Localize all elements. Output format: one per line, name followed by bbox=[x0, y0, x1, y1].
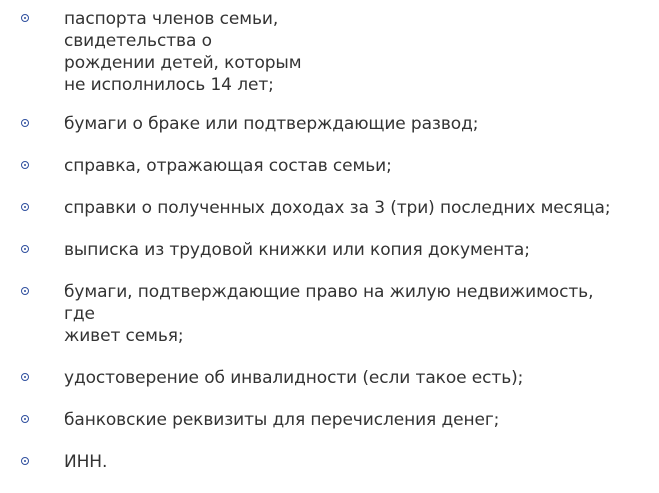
list-item bbox=[0, 451, 659, 473]
list-item bbox=[0, 113, 659, 135]
list-item-text: выписка из трудовой книжки или копия документа; bbox=[64, 240, 530, 260]
list-item bbox=[0, 197, 659, 219]
list-item bbox=[0, 239, 659, 261]
circle-bullet-icon bbox=[21, 245, 29, 253]
list-item-text: паспорта членов семьи, свидетельства о рождении детей, которым не исполнилось 14 лет; bbox=[64, 9, 302, 95]
circle-bullet-icon bbox=[21, 119, 29, 127]
circle-bullet-icon bbox=[21, 373, 29, 381]
list-item-text: удостоверение об инвалидности (если такое есть); bbox=[64, 368, 524, 388]
list-item-text: бумаги о браке или подтверждающие развод; bbox=[64, 114, 479, 134]
list-item bbox=[0, 8, 659, 96]
list-item bbox=[0, 409, 659, 431]
list-item bbox=[0, 367, 659, 389]
document-list bbox=[0, 8, 659, 493]
circle-bullet-icon bbox=[21, 203, 29, 211]
list-item bbox=[0, 155, 659, 177]
list-item-text: справка, отражающая состав семьи; bbox=[64, 156, 392, 176]
list-item-text: ИНН. bbox=[64, 452, 108, 472]
list-item-text: банковские реквизиты для перечисления денег; bbox=[64, 410, 500, 430]
list-item-text: справки о полученных доходах за 3 (три) последних месяца; bbox=[64, 198, 611, 218]
circle-bullet-icon bbox=[21, 161, 29, 169]
list-item-text: бумаги, подтверждающие право на жилую недвижимость, где живет семья; bbox=[64, 282, 594, 346]
circle-bullet-icon bbox=[21, 287, 29, 295]
circle-bullet-icon bbox=[21, 14, 29, 22]
circle-bullet-icon bbox=[21, 415, 29, 423]
circle-bullet-icon bbox=[21, 457, 29, 465]
list-item bbox=[0, 281, 659, 347]
